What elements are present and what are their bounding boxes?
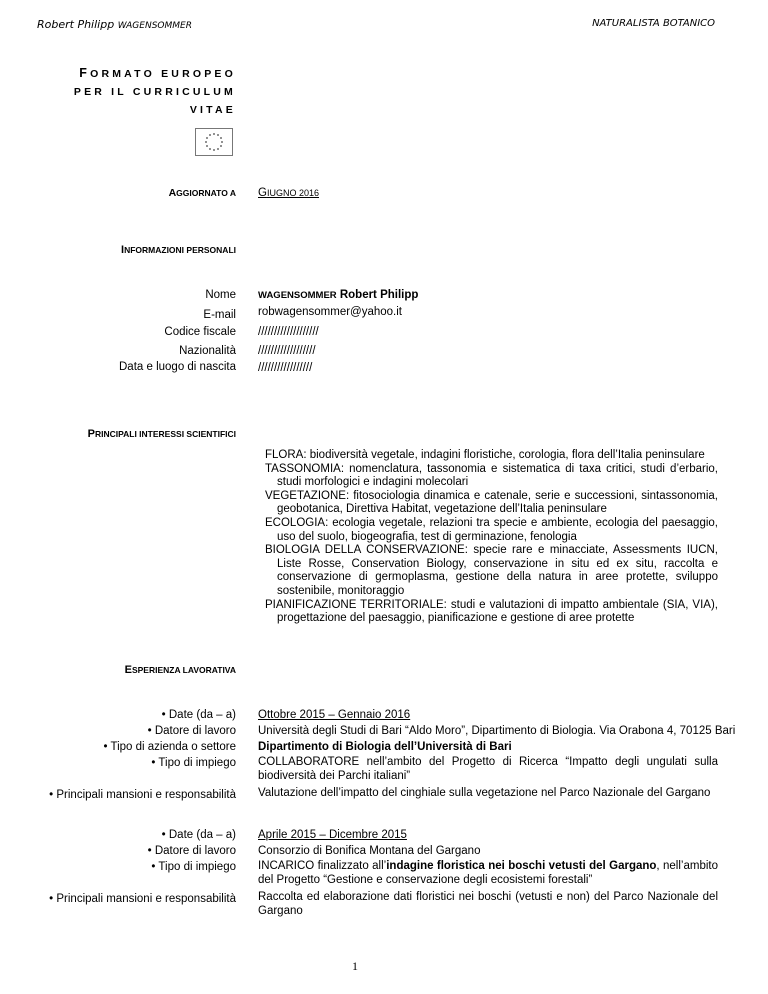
interest-vegetazione: VEGETAZIONE: fitosociologia dinamica e catenale, serie e successioni, sintassonomia, geobotanica, Direttiva Habitat, vegetazione dell’Italia peninsulare <box>265 489 718 516</box>
job2-type: INCARICO finalizzato all’indagine floristica nei boschi vetusti del Gargano, nell’ambito del Progetto “Gestione e conservazione degli ecosistemi forestali” <box>258 860 718 886</box>
job1-label-duties: • Principali mansioni e responsabilità <box>49 789 236 801</box>
label-email: E-mail <box>203 309 236 321</box>
value-email: robwagensommer@yahoo.it <box>258 306 402 318</box>
job1-type: COLLABORATORE nell’ambito del Progetto di Ricerca “Impatto degli ungulati sulla biodiversità dei Parchi italiani” <box>258 756 718 782</box>
job1-label-dates: • Date (da – a) <box>161 709 236 721</box>
job1-label-type: • Tipo di impiego <box>151 757 236 769</box>
section-personal-info: INFORMAZIONI PERSONALI <box>121 244 236 256</box>
job2-label-employer: • Datore di lavoro <box>147 845 236 857</box>
title-line-2: PER IL CURRICULUM <box>73 86 236 98</box>
job1-dates: Ottobre 2015 – Gennaio 2016 <box>258 709 411 721</box>
value-codice-fiscale: /////////////////// <box>258 326 319 338</box>
job2-label-type: • Tipo di impiego <box>151 861 236 873</box>
title-line-1: FORMATO EUROPEO <box>79 66 236 80</box>
job1-sector: Dipartimento di Biologia dell’Università di Bari <box>258 741 512 753</box>
interests-list <box>265 449 718 626</box>
interest-flora: FLORA: biodiversità vegetale, indagini floristiche, corologia, flora dell’Italia peninsulare <box>265 449 705 461</box>
label-codice-fiscale: Codice fiscale <box>164 326 236 338</box>
header-role: NATURALISTA BOTANICO <box>592 18 715 29</box>
job2-label-duties: • Principali mansioni e responsabilità <box>49 893 236 905</box>
value-nome: WAGENSOMMER Robert Philipp <box>258 289 419 301</box>
job1-employer: Università degli Studi di Bari “Aldo Moro”, Dipartimento di Biologia. Via Orabona 4, 70125 Bari <box>258 725 736 737</box>
job1-duties: Valutazione dell’impatto del cinghiale sulla vegetazione nel Parco Nazionale del Gargano <box>258 787 711 799</box>
interest-ecologia: ECOLOGIA: ecologia vegetale, relazioni tra specie e ambiente, ecologia del paesaggio, uso del suolo, biogeografia, test di germinazione, fenologia <box>265 516 718 543</box>
label-nome: Nome <box>205 289 236 301</box>
value-data-luogo-nascita: ///////////////// <box>258 362 313 374</box>
eu-flag-logo <box>195 128 233 156</box>
document-title <box>74 64 236 119</box>
value-nazionalita: ////////////////// <box>258 345 316 357</box>
section-scientific-interests: PRINCIPALI INTERESSI SCIENTIFICI <box>87 428 236 440</box>
interest-pianificazione: PIANIFICAZIONE TERRITORIALE: studi e valutazioni di impatto ambientale (SIA, VIA), progettazione del paesaggio, pianificazione e gestione di aree protette <box>265 598 718 625</box>
job1-label-employer: • Datore di lavoro <box>147 725 236 737</box>
job1-label-sector: • Tipo di azienda o settore <box>103 741 236 753</box>
title-line-3: VITAE <box>189 104 236 116</box>
updated-label: AGGIORNATO A <box>168 187 236 199</box>
label-data-luogo-nascita: Data e luogo di nascita <box>119 361 236 373</box>
interest-tassonomia: TASSONOMIA: nomenclatura, tassonomia e sistematica di taxa critici, studi d’erbario, studi morfologici e indagini molecolari <box>265 462 718 489</box>
job2-duties: Raccolta ed elaborazione dati floristici nei boschi (vetusti e non) del Parco Nazionale del Gargano <box>258 891 718 917</box>
job2-dates: Aprile 2015 – Dicembre 2015 <box>258 829 407 841</box>
header-author: Robert Philipp WAGENSOMMER <box>37 18 192 31</box>
label-nazionalita: Nazionalità <box>179 345 236 357</box>
section-work-experience: ESPERIENZA LAVORATIVA <box>124 664 236 676</box>
job2-employer: Consorzio di Bonifica Montana del Gargano <box>258 845 481 857</box>
interest-biologia-conservazione: BIOLOGIA DELLA CONSERVAZIONE: specie rare e minacciate, Assessments IUCN, Liste Rosse, Conservation Biology, conservazione in situ ed ex situ, raccolta e conservazione di germoplasma, gestione della natura in aree protette, sviluppo sostenibile, monitoraggio <box>265 544 718 597</box>
updated-value: GIUGNO 2016 <box>258 187 319 199</box>
page-number: 1 <box>352 959 358 973</box>
job2-label-dates: • Date (da – a) <box>161 829 236 841</box>
